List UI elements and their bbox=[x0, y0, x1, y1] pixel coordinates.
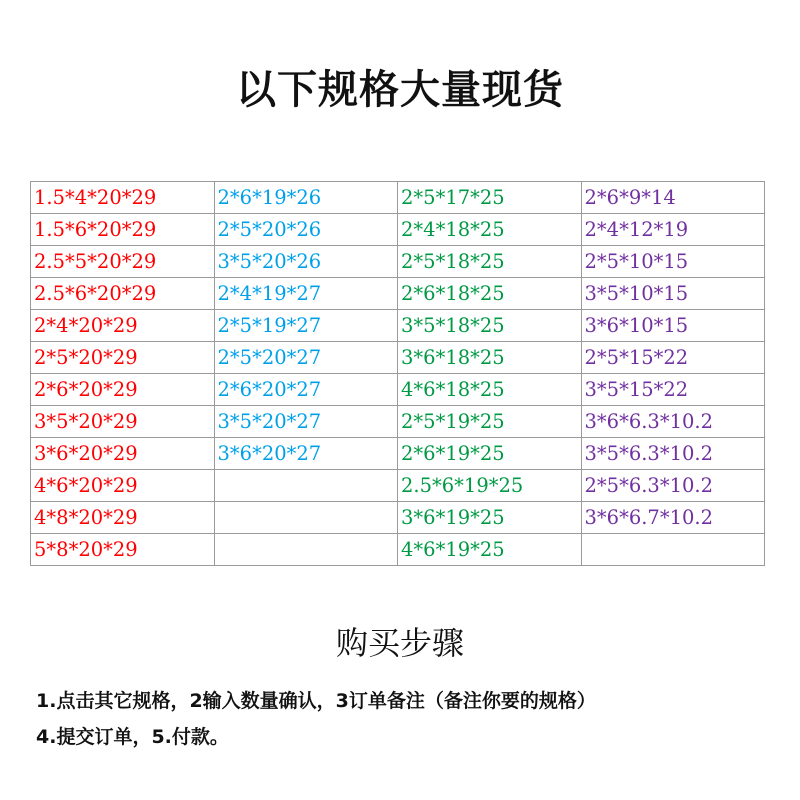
table-row bbox=[31, 310, 765, 342]
table-row bbox=[31, 502, 765, 534]
table-row bbox=[31, 470, 765, 502]
table-cell: 2*6*20*29 bbox=[31, 374, 215, 406]
table-cell: 3*5*6.3*10.2 bbox=[581, 438, 765, 470]
table-cell: 1.5*4*20*29 bbox=[31, 182, 215, 214]
table-cell: 2*5*20*27 bbox=[214, 342, 398, 374]
table-cell: 2*6*9*14 bbox=[581, 182, 765, 214]
table-row bbox=[31, 534, 765, 566]
table-cell: 3*6*20*29 bbox=[31, 438, 215, 470]
table-cell: 2.5*6*20*29 bbox=[31, 278, 215, 310]
table-cell: 3*6*18*25 bbox=[398, 342, 582, 374]
table-cell bbox=[214, 534, 398, 566]
spec-table bbox=[30, 181, 765, 566]
table-cell: 2*5*17*25 bbox=[398, 182, 582, 214]
table-cell: 2*5*15*22 bbox=[581, 342, 765, 374]
table-row bbox=[31, 406, 765, 438]
table-cell: 4*6*19*25 bbox=[398, 534, 582, 566]
table-cell: 3*5*20*29 bbox=[31, 406, 215, 438]
page-title: 以下规格大量现货 bbox=[236, 67, 564, 113]
table-cell: 2*5*10*15 bbox=[581, 246, 765, 278]
table-row bbox=[31, 374, 765, 406]
table-cell: 2*4*18*25 bbox=[398, 214, 582, 246]
table-cell: 3*6*6.3*10.2 bbox=[581, 406, 765, 438]
table-cell: 4*6*20*29 bbox=[31, 470, 215, 502]
table-cell: 2.5*5*20*29 bbox=[31, 246, 215, 278]
table-cell: 2*6*18*25 bbox=[398, 278, 582, 310]
table-cell: 3*5*15*22 bbox=[581, 374, 765, 406]
table-cell: 3*5*20*27 bbox=[214, 406, 398, 438]
table-cell: 3*6*20*27 bbox=[214, 438, 398, 470]
table-cell: 3*5*18*25 bbox=[398, 310, 582, 342]
table-cell: 5*8*20*29 bbox=[31, 534, 215, 566]
table-cell: 1.5*6*20*29 bbox=[31, 214, 215, 246]
table-cell: 2*5*6.3*10.2 bbox=[581, 470, 765, 502]
table-cell: 2*5*20*26 bbox=[214, 214, 398, 246]
table-cell: 2*5*19*25 bbox=[398, 406, 582, 438]
table-cell bbox=[214, 502, 398, 534]
table-cell: 2*5*19*27 bbox=[214, 310, 398, 342]
table-cell: 2*4*19*27 bbox=[214, 278, 398, 310]
table-row bbox=[31, 438, 765, 470]
purchase-steps-line-1: 1.点击其它规格，2输入数量确认，3订单备注（备注你要的规格） bbox=[36, 690, 596, 712]
table-cell: 2*6*19*26 bbox=[214, 182, 398, 214]
table-cell: 2*6*19*25 bbox=[398, 438, 582, 470]
table-cell: 2*5*20*29 bbox=[31, 342, 215, 374]
table-row bbox=[31, 182, 765, 214]
table-cell: 3*5*20*26 bbox=[214, 246, 398, 278]
table-cell: 3*6*19*25 bbox=[398, 502, 582, 534]
table-cell: 2*4*12*19 bbox=[581, 214, 765, 246]
table-cell: 3*6*6.7*10.2 bbox=[581, 502, 765, 534]
table-cell: 4*8*20*29 bbox=[31, 502, 215, 534]
table-cell: 2*6*20*27 bbox=[214, 374, 398, 406]
table-cell: 4*6*18*25 bbox=[398, 374, 582, 406]
purchase-steps-line-2: 4.提交订单，5.付款。 bbox=[36, 726, 229, 748]
table-cell bbox=[581, 534, 765, 566]
spec-table-body bbox=[31, 182, 765, 566]
table-cell: 2.5*6*19*25 bbox=[398, 470, 582, 502]
table-row bbox=[31, 342, 765, 374]
table-cell: 3*5*10*15 bbox=[581, 278, 765, 310]
table-cell: 3*6*10*15 bbox=[581, 310, 765, 342]
table-row bbox=[31, 214, 765, 246]
table-row bbox=[31, 278, 765, 310]
table-cell bbox=[214, 470, 398, 502]
purchase-steps-heading: 购买步骤 bbox=[335, 624, 464, 662]
table-cell: 2*4*20*29 bbox=[31, 310, 215, 342]
table-row bbox=[31, 246, 765, 278]
table-cell: 2*5*18*25 bbox=[398, 246, 582, 278]
